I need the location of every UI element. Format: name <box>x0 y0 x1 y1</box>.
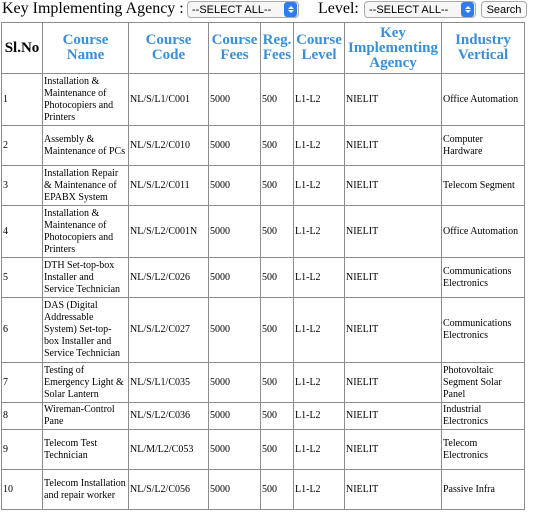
cell-agency: NIELIT <box>345 206 442 258</box>
cell-industry: Passive Infra <box>442 470 525 510</box>
cell-course-level: L1-L2 <box>294 430 345 470</box>
filter-bar <box>0 0 535 20</box>
cell-course-name: Testing of Emergency Light & Solar Lantern <box>43 363 129 403</box>
cell-sl-no: 1 <box>2 74 43 126</box>
cell-course-name: Wireman-Control Pane <box>43 403 129 430</box>
cell-course-code: NL/S/L2/C026 <box>129 258 209 298</box>
cell-course-level: L1-L2 <box>294 470 345 510</box>
cell-course-level: L1-L2 <box>294 258 345 298</box>
cell-course-level: L1-L2 <box>294 126 345 166</box>
cell-sl-no: 10 <box>2 470 43 510</box>
header-course-code: Course Code <box>129 23 209 74</box>
cell-course-level: L1-L2 <box>294 74 345 126</box>
cell-reg-fees: 500 <box>261 258 294 298</box>
table-row <box>2 363 525 403</box>
agency-filter-label: Key Implementing Agency : <box>2 0 184 17</box>
search-button[interactable]: Search <box>481 1 527 18</box>
cell-course-code: NL/S/L2/C010 <box>129 126 209 166</box>
cell-reg-fees: 500 <box>261 298 294 363</box>
cell-course-fees: 5000 <box>209 206 261 258</box>
cell-sl-no: 3 <box>2 166 43 206</box>
cell-industry: Industrial Electronics <box>442 403 525 430</box>
cell-sl-no: 4 <box>2 206 43 258</box>
cell-course-fees: 5000 <box>209 470 261 510</box>
header-course-level: Course Level <box>294 23 345 74</box>
cell-course-code: NL/S/L1/C035 <box>129 363 209 403</box>
cell-agency: NIELIT <box>345 430 442 470</box>
table-row <box>2 403 525 430</box>
level-filter-label: Level: <box>318 0 359 17</box>
header-course-name: Course Name <box>43 23 129 74</box>
level-select-value: --SELECT ALL-- <box>369 3 449 16</box>
table-row <box>2 126 525 166</box>
cell-course-level: L1-L2 <box>294 166 345 206</box>
cell-course-fees: 5000 <box>209 126 261 166</box>
cell-course-level: L1-L2 <box>294 298 345 363</box>
cell-course-fees: 5000 <box>209 363 261 403</box>
cell-reg-fees: 500 <box>261 206 294 258</box>
courses-table <box>1 22 525 510</box>
cell-course-code: NL/M/L2/C053 <box>129 430 209 470</box>
cell-course-code: NL/S/L2/C056 <box>129 470 209 510</box>
select-arrows-icon <box>461 2 474 17</box>
table-row <box>2 258 525 298</box>
cell-agency: NIELIT <box>345 403 442 430</box>
cell-reg-fees: 500 <box>261 403 294 430</box>
cell-industry: Telecom Electronics <box>442 430 525 470</box>
table-row <box>2 166 525 206</box>
cell-reg-fees: 500 <box>261 363 294 403</box>
cell-course-code: NL/S/L2/C001N <box>129 206 209 258</box>
cell-course-fees: 5000 <box>209 74 261 126</box>
cell-agency: NIELIT <box>345 258 442 298</box>
cell-industry: Communications Electronics <box>442 298 525 363</box>
cell-course-name: Installation & Maintenance of Photocopiers and Printers <box>43 206 129 258</box>
cell-course-name: Installation Repair & Maintenance of EPABX System <box>43 166 129 206</box>
cell-sl-no: 8 <box>2 403 43 430</box>
cell-course-fees: 5000 <box>209 258 261 298</box>
header-course-fees: Course Fees <box>209 23 261 74</box>
select-arrows-icon <box>284 2 297 17</box>
cell-course-name: Assembly & Maintenance of PCs <box>43 126 129 166</box>
cell-industry: Telecom Segment <box>442 166 525 206</box>
header-reg-fees: Reg. Fees <box>261 23 294 74</box>
cell-sl-no: 5 <box>2 258 43 298</box>
cell-industry: Photovoltaic Segment Solar Panel <box>442 363 525 403</box>
table-header-row <box>2 23 525 74</box>
cell-agency: NIELIT <box>345 470 442 510</box>
cell-course-code: NL/S/L1/C001 <box>129 74 209 126</box>
header-agency: Key Implementing Agency <box>345 23 442 74</box>
agency-select-value: --SELECT ALL-- <box>192 3 272 16</box>
cell-course-fees: 5000 <box>209 166 261 206</box>
cell-reg-fees: 500 <box>261 430 294 470</box>
cell-reg-fees: 500 <box>261 74 294 126</box>
cell-reg-fees: 500 <box>261 126 294 166</box>
table-row <box>2 298 525 363</box>
cell-industry: Office Automation <box>442 206 525 258</box>
cell-agency: NIELIT <box>345 74 442 126</box>
cell-agency: NIELIT <box>345 126 442 166</box>
table-row <box>2 470 525 510</box>
level-select[interactable] <box>364 1 476 18</box>
cell-course-fees: 5000 <box>209 403 261 430</box>
cell-agency: NIELIT <box>345 166 442 206</box>
cell-sl-no: 2 <box>2 126 43 166</box>
cell-course-code: NL/S/L2/C027 <box>129 298 209 363</box>
header-sl-no: Sl.No <box>2 23 43 74</box>
cell-course-fees: 5000 <box>209 430 261 470</box>
cell-course-name: Installation & Maintenance of Photocopiers and Printers <box>43 74 129 126</box>
cell-course-level: L1-L2 <box>294 403 345 430</box>
cell-course-code: NL/S/L2/C011 <box>129 166 209 206</box>
cell-reg-fees: 500 <box>261 166 294 206</box>
cell-course-name: Telecom Test Technician <box>43 430 129 470</box>
cell-sl-no: 6 <box>2 298 43 363</box>
cell-sl-no: 7 <box>2 363 43 403</box>
cell-course-fees: 5000 <box>209 298 261 363</box>
cell-industry: Computer Hardware <box>442 126 525 166</box>
cell-industry: Communications Electronics <box>442 258 525 298</box>
cell-course-name: DAS (Digital Addressable System) Set-top-box Installer and Service Technician <box>43 298 129 363</box>
cell-agency: NIELIT <box>345 363 442 403</box>
table-row <box>2 206 525 258</box>
agency-select[interactable] <box>187 1 299 18</box>
cell-course-level: L1-L2 <box>294 363 345 403</box>
cell-reg-fees: 500 <box>261 470 294 510</box>
cell-course-code: NL/S/L2/C036 <box>129 403 209 430</box>
cell-sl-no: 9 <box>2 430 43 470</box>
table-row <box>2 74 525 126</box>
header-industry: Industry Vertical <box>442 23 525 74</box>
cell-course-level: L1-L2 <box>294 206 345 258</box>
table-row <box>2 430 525 470</box>
cell-industry: Office Automation <box>442 74 525 126</box>
cell-course-name: Telecom Installation and repair worker <box>43 470 129 510</box>
cell-course-name: DTH Set-top-box Installer and Service Technician <box>43 258 129 298</box>
cell-agency: NIELIT <box>345 298 442 363</box>
